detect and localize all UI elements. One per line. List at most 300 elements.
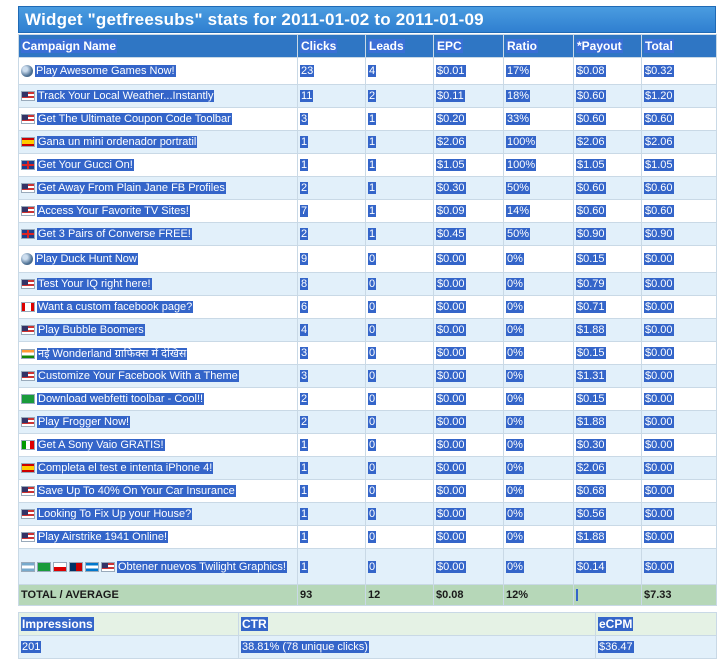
campaign-name-cell — [19, 177, 298, 200]
us-flag-icon — [21, 91, 35, 101]
payout-value: $1.88 — [577, 416, 605, 428]
ratio-cell — [504, 154, 574, 177]
campaign-name-cell — [19, 342, 298, 365]
total-cell — [642, 526, 717, 549]
epc-value: $0.00 — [437, 560, 465, 573]
payout-cell — [574, 296, 642, 319]
leads-cell — [366, 388, 434, 411]
campaign-name-cell — [19, 131, 298, 154]
epc-value: $0.00 — [437, 508, 465, 520]
payout-cell — [574, 223, 642, 246]
total-cell — [642, 549, 717, 585]
table-row — [19, 85, 717, 108]
epc-value: $0.00 — [437, 370, 465, 382]
clicks-cell — [298, 365, 366, 388]
clicks-value: 2 — [301, 416, 308, 428]
campaign-link[interactable]: Obtener nuevos Twilight Graphics! — [118, 560, 286, 573]
payout-value: $0.56 — [577, 508, 605, 520]
clicks-value: 23 — [301, 65, 314, 77]
campaign-link[interactable]: Track Your Local Weather...Instantly — [38, 90, 214, 102]
clicks-value: 7 — [301, 205, 308, 217]
table-row — [19, 342, 717, 365]
leads-value: 0 — [369, 278, 376, 290]
us-flag-icon — [21, 509, 35, 519]
globe-icon — [21, 253, 33, 265]
ratio-cell — [504, 388, 574, 411]
payout-value: $0.14 — [577, 560, 605, 573]
clicks-value: 1 — [301, 159, 308, 171]
total-value: $0.00 — [645, 508, 673, 520]
leads-cell — [366, 58, 434, 85]
ratio-value: 0% — [507, 347, 523, 359]
total-value: $0.00 — [645, 253, 673, 265]
table-row — [19, 365, 717, 388]
campaign-name-cell — [19, 411, 298, 434]
epc-value: $1.05 — [437, 159, 465, 171]
epc-cell — [434, 296, 504, 319]
ecpm-value: $36.47 — [599, 641, 633, 653]
us-flag-icon — [21, 532, 35, 542]
epc-cell — [434, 154, 504, 177]
ratio-value: 0% — [507, 253, 523, 265]
campaign-link[interactable]: Completa el test e intenta iPhone 4! — [38, 462, 213, 474]
leads-cell — [366, 131, 434, 154]
leads-value: 0 — [369, 439, 376, 451]
payout-cell — [574, 85, 642, 108]
campaign-name-cell — [19, 480, 298, 503]
epc-value: $0.01 — [437, 65, 465, 77]
clicks-value: 11 — [301, 90, 313, 102]
ratio-value: 0% — [507, 393, 523, 405]
ratio-cell — [504, 434, 574, 457]
clicks-cell — [298, 85, 366, 108]
payout-value: $0.30 — [577, 439, 605, 451]
total-value: $0.60 — [645, 113, 673, 125]
total-ratio: 12% — [504, 585, 574, 606]
total-label: TOTAL / AVERAGE — [19, 585, 298, 606]
campaign-name-cell — [19, 154, 298, 177]
campaign-name-cell — [19, 200, 298, 223]
campaign-link[interactable]: Play Airstrike 1941 Online! — [38, 531, 168, 543]
payout-value: $1.88 — [577, 531, 605, 543]
epc-cell — [434, 365, 504, 388]
epc-value: $0.00 — [437, 393, 465, 405]
leads-value: 1 — [369, 159, 376, 171]
leads-value: 1 — [369, 228, 376, 240]
table-row — [19, 296, 717, 319]
leads-cell — [366, 296, 434, 319]
br-flag-icon — [37, 562, 51, 572]
epc-value: $0.00 — [437, 278, 465, 290]
campaign-link[interactable]: Test Your IQ right here! — [38, 278, 151, 290]
payout-value: $0.60 — [577, 113, 605, 125]
ratio-value: 0% — [507, 485, 523, 497]
ca-flag-icon — [21, 302, 35, 312]
epc-cell — [434, 526, 504, 549]
campaign-link[interactable]: नई Wonderland ग्राफिक्स में देखिस — [38, 347, 187, 360]
col-campaign-name[interactable]: Campaign Name — [19, 35, 298, 58]
campaign-name-cell — [19, 319, 298, 342]
leads-cell — [366, 503, 434, 526]
stats-table — [18, 34, 717, 606]
table-row — [19, 154, 717, 177]
campaign-link[interactable]: Play Bubble Boomers — [38, 324, 144, 336]
col-epc[interactable]: EPC — [434, 35, 504, 58]
ctr-label: CTR — [242, 617, 267, 631]
campaign-link[interactable]: Access Your Favorite TV Sites! — [38, 205, 189, 217]
total-value: $0.00 — [645, 531, 673, 543]
total-cell — [642, 388, 717, 411]
ecpm-label: eCPM — [599, 617, 633, 631]
epc-value: $0.30 — [437, 182, 465, 194]
ratio-cell — [504, 200, 574, 223]
campaign-link[interactable]: Get 3 Pairs of Converse FREE! — [38, 228, 191, 240]
leads-value: 0 — [369, 416, 376, 428]
epc-cell — [434, 434, 504, 457]
clicks-cell — [298, 108, 366, 131]
table-row — [19, 246, 717, 273]
payout-cell — [574, 365, 642, 388]
payout-cell — [574, 342, 642, 365]
clicks-cell — [298, 480, 366, 503]
clicks-value: 1 — [301, 136, 308, 148]
leads-cell — [366, 457, 434, 480]
ratio-cell — [504, 177, 574, 200]
campaign-link[interactable]: Gana un mini ordenador portratil — [38, 136, 197, 148]
payout-cell — [574, 200, 642, 223]
campaign-name-cell — [19, 108, 298, 131]
table-header-row — [19, 35, 717, 58]
total-value: $0.00 — [645, 560, 673, 573]
campaign-name-cell — [19, 296, 298, 319]
epc-cell — [434, 319, 504, 342]
col-total[interactable]: Total — [642, 35, 717, 58]
us-flag-icon — [21, 279, 35, 289]
ar-flag-icon — [21, 562, 35, 572]
clicks-cell — [298, 296, 366, 319]
leads-cell — [366, 411, 434, 434]
impressions-label: Impressions — [22, 617, 93, 631]
us-flag-icon — [21, 486, 35, 496]
payout-value: $2.06 — [577, 136, 605, 148]
epc-value: $0.20 — [437, 113, 465, 125]
payout-cell — [574, 319, 642, 342]
ratio-value: 100% — [507, 159, 536, 171]
total-clicks: 93 — [298, 585, 366, 606]
table-row — [19, 411, 717, 434]
total-total: $7.33 — [642, 585, 717, 606]
leads-cell — [366, 246, 434, 273]
payout-value: $0.79 — [577, 278, 605, 290]
payout-value: $0.15 — [577, 347, 605, 359]
ratio-cell — [504, 273, 574, 296]
total-cell — [642, 177, 717, 200]
table-row — [19, 549, 717, 585]
epc-cell — [434, 480, 504, 503]
table-row — [19, 319, 717, 342]
leads-value: 2 — [369, 90, 376, 102]
payout-cell — [574, 526, 642, 549]
total-value: $0.00 — [645, 347, 673, 359]
total-cell — [642, 108, 717, 131]
clicks-cell — [298, 246, 366, 273]
clicks-cell — [298, 200, 366, 223]
payout-cell — [574, 273, 642, 296]
clicks-cell — [298, 342, 366, 365]
total-value: $0.00 — [645, 393, 673, 405]
epc-value: $0.00 — [437, 439, 465, 451]
campaign-link[interactable]: Play Frogger Now! — [38, 416, 130, 428]
total-cell — [642, 200, 717, 223]
total-value: $0.00 — [645, 462, 673, 474]
leads-cell — [366, 273, 434, 296]
clicks-cell — [298, 223, 366, 246]
clicks-value: 1 — [301, 485, 308, 497]
total-cell — [642, 342, 717, 365]
us-flag-icon — [21, 183, 35, 193]
campaign-link[interactable]: Customize Your Facebook With a Theme — [38, 370, 238, 382]
total-value: $0.00 — [645, 301, 673, 313]
clicks-cell — [298, 388, 366, 411]
payout-value: $0.71 — [577, 301, 605, 313]
leads-cell — [366, 154, 434, 177]
leads-cell — [366, 365, 434, 388]
ratio-cell — [504, 457, 574, 480]
ratio-value: 14% — [507, 205, 530, 217]
payout-value: $1.88 — [577, 324, 605, 336]
epc-cell — [434, 58, 504, 85]
ratio-value: 17% — [507, 65, 530, 77]
campaign-link[interactable]: Get A Sony Vaio GRATIS! — [38, 439, 164, 451]
ratio-value: 0% — [507, 416, 523, 428]
leads-value: 0 — [369, 462, 376, 474]
epc-value: $0.00 — [437, 531, 465, 543]
total-value: $0.00 — [645, 324, 673, 336]
us-flag-icon — [21, 371, 35, 381]
campaign-link[interactable]: Save Up To 40% On Your Car Insurance — [38, 485, 235, 497]
payout-cell — [574, 549, 642, 585]
ratio-cell — [504, 108, 574, 131]
ratio-cell — [504, 365, 574, 388]
ratio-value: 18% — [507, 90, 530, 102]
campaign-link[interactable]: Play Duck Hunt Now — [36, 252, 137, 265]
ratio-cell — [504, 503, 574, 526]
br-flag-icon — [21, 394, 35, 404]
us-flag-icon — [21, 325, 35, 335]
payout-value: $0.08 — [577, 65, 605, 77]
ratio-value: 50% — [507, 182, 530, 194]
col-clicks[interactable]: Clicks — [298, 35, 366, 58]
campaign-link[interactable]: Play Awesome Games Now! — [36, 64, 175, 77]
campaign-link[interactable]: Looking To Fix Up your House? — [38, 508, 192, 520]
campaign-link[interactable]: Get Your Gucci On! — [38, 159, 133, 171]
leads-cell — [366, 549, 434, 585]
clicks-value: 1 — [301, 531, 308, 543]
total-value: $0.00 — [645, 416, 673, 428]
leads-value: 4 — [369, 65, 376, 77]
campaign-name-cell — [19, 246, 298, 273]
campaign-name-cell — [19, 434, 298, 457]
total-cell — [642, 131, 717, 154]
table-row — [19, 177, 717, 200]
title-bar — [18, 6, 716, 33]
total-value: $0.60 — [645, 182, 673, 194]
ctr-value: 38.81% (78 unique clicks) — [242, 641, 368, 653]
campaign-name-cell — [19, 85, 298, 108]
us-flag-icon — [21, 206, 35, 216]
impressions-value: 201 — [22, 641, 41, 653]
epc-cell — [434, 273, 504, 296]
clicks-cell — [298, 503, 366, 526]
clicks-value: 3 — [301, 370, 308, 382]
leads-value: 0 — [369, 531, 376, 543]
gb-flag-icon — [21, 229, 35, 239]
ratio-value: 0% — [507, 439, 523, 451]
total-value: $0.00 — [645, 278, 673, 290]
clicks-cell — [298, 58, 366, 85]
payout-cell — [574, 480, 642, 503]
leads-cell — [366, 319, 434, 342]
clicks-cell — [298, 457, 366, 480]
clicks-cell — [298, 411, 366, 434]
globe-icon — [21, 65, 33, 77]
campaign-name-cell — [19, 388, 298, 411]
leads-cell — [366, 342, 434, 365]
payout-cell — [574, 131, 642, 154]
campaign-name-cell — [19, 457, 298, 480]
ratio-cell — [504, 131, 574, 154]
table-row — [19, 223, 717, 246]
summary-header-row — [19, 613, 717, 636]
col-payout[interactable]: *Payout — [574, 35, 642, 58]
campaign-name-cell — [19, 273, 298, 296]
us-flag-icon — [101, 562, 115, 572]
total-cell — [642, 319, 717, 342]
ratio-value: 33% — [507, 113, 530, 125]
cl-flag-icon — [53, 562, 67, 572]
ratio-cell — [504, 342, 574, 365]
table-row — [19, 457, 717, 480]
leads-cell — [366, 85, 434, 108]
payout-cell — [574, 434, 642, 457]
total-cell — [642, 296, 717, 319]
total-cell — [642, 273, 717, 296]
total-row — [19, 585, 717, 606]
leads-cell — [366, 526, 434, 549]
clicks-value: 6 — [301, 301, 308, 313]
epc-cell — [434, 411, 504, 434]
payout-cell — [574, 58, 642, 85]
total-value: $0.00 — [645, 485, 673, 497]
total-cell — [642, 480, 717, 503]
payout-value: $0.90 — [577, 228, 605, 240]
ratio-value: 0% — [507, 560, 523, 573]
leads-value: 0 — [369, 393, 376, 405]
payout-cell — [574, 503, 642, 526]
us-flag-icon — [21, 114, 35, 124]
total-cell — [642, 365, 717, 388]
ratio-value: 0% — [507, 278, 523, 290]
table-row — [19, 526, 717, 549]
epc-value: $0.00 — [437, 347, 465, 359]
clicks-value: 9 — [301, 253, 308, 265]
leads-value: 0 — [369, 560, 376, 573]
ratio-value: 0% — [507, 462, 523, 474]
total-cell — [642, 503, 717, 526]
clicks-value: 1 — [301, 439, 308, 451]
payout-value: $1.31 — [577, 370, 605, 382]
epc-cell — [434, 503, 504, 526]
ratio-cell — [504, 85, 574, 108]
campaign-link[interactable]: Get Away From Plain Jane FB Profiles — [38, 182, 225, 194]
table-row — [19, 131, 717, 154]
campaign-link[interactable]: Want a custom facebook page? — [38, 301, 193, 313]
table-row — [19, 480, 717, 503]
ratio-cell — [504, 526, 574, 549]
leads-cell — [366, 177, 434, 200]
total-cell — [642, 411, 717, 434]
summary-values-row — [19, 636, 717, 659]
clicks-value: 2 — [301, 182, 308, 194]
epc-cell — [434, 388, 504, 411]
clicks-value: 4 — [301, 324, 308, 336]
epc-value: $2.06 — [437, 136, 465, 148]
clicks-value: 1 — [301, 508, 308, 520]
col-ratio[interactable]: Ratio — [504, 35, 574, 58]
total-cell — [642, 85, 717, 108]
total-value: $1.05 — [645, 159, 673, 171]
campaign-link[interactable]: Download webfetti toolbar - Cool!! — [38, 393, 204, 405]
col-leads[interactable]: Leads — [366, 35, 434, 58]
campaign-name-cell — [19, 223, 298, 246]
epc-value: $0.00 — [437, 416, 465, 428]
total-cell — [642, 246, 717, 273]
clicks-value: 2 — [301, 393, 308, 405]
epc-cell — [434, 457, 504, 480]
leads-value: 1 — [369, 182, 376, 194]
total-value: $2.06 — [645, 136, 673, 148]
ratio-cell — [504, 246, 574, 273]
payout-value: $0.68 — [577, 485, 605, 497]
payout-value: $2.06 — [577, 462, 605, 474]
leads-value: 1 — [369, 136, 376, 148]
campaign-name-cell — [19, 503, 298, 526]
total-cell — [642, 434, 717, 457]
ratio-cell — [504, 549, 574, 585]
epc-cell — [434, 246, 504, 273]
hn-flag-icon — [85, 562, 99, 572]
leads-value: 0 — [369, 324, 376, 336]
in-flag-icon — [21, 349, 35, 359]
epc-cell — [434, 200, 504, 223]
table-row — [19, 273, 717, 296]
payout-cell — [574, 246, 642, 273]
clicks-cell — [298, 273, 366, 296]
payout-value: $0.15 — [577, 393, 605, 405]
total-value: $0.60 — [645, 205, 673, 217]
summary-table — [18, 612, 717, 659]
leads-cell — [366, 108, 434, 131]
ratio-value: 0% — [507, 370, 523, 382]
epc-cell — [434, 177, 504, 200]
payout-value: $0.60 — [577, 90, 605, 102]
campaign-link[interactable]: Get The Ultimate Coupon Code Toolbar — [38, 113, 231, 125]
it-flag-icon — [21, 440, 35, 450]
leads-cell — [366, 434, 434, 457]
campaign-name-cell — [19, 526, 298, 549]
payout-cell — [574, 108, 642, 131]
payout-value: $0.60 — [577, 205, 605, 217]
